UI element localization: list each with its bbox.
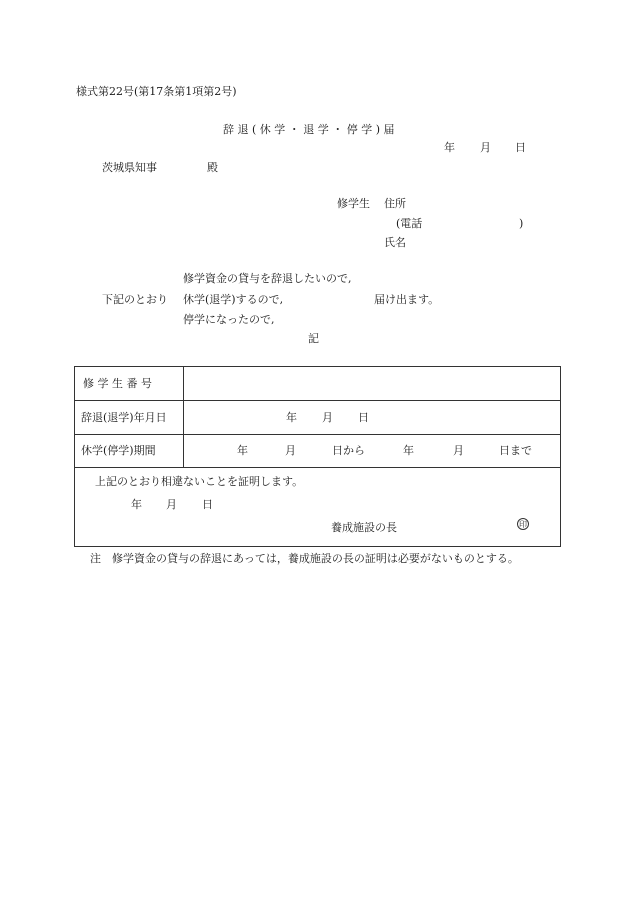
statement-option-decline: 修学資金の貸与を辞退したいので, xyxy=(183,272,352,285)
row-divider xyxy=(75,467,560,468)
certification-day: 日 xyxy=(202,498,213,511)
column-divider xyxy=(183,367,184,467)
leave-start-month: 月 xyxy=(285,444,296,457)
leave-end-month: 月 xyxy=(453,444,464,457)
date-month: 月 xyxy=(480,141,491,154)
statement-option-suspension: 停学になったので, xyxy=(183,313,275,326)
withdrawal-day: 日 xyxy=(358,411,369,424)
withdrawal-month: 月 xyxy=(322,411,333,424)
seal-mark: 印 xyxy=(519,520,527,529)
details-table xyxy=(74,366,561,547)
row-divider xyxy=(75,400,560,401)
certification-text: 上記のとおり相違ないことを証明します。 xyxy=(95,475,304,488)
address-label: 住所 xyxy=(384,197,406,210)
student-number-field[interactable] xyxy=(187,372,557,396)
leave-end-year: 年 xyxy=(403,444,414,457)
student-number-label: 修 学 生 番 号 xyxy=(83,377,152,390)
addressee-name: 茨城県知事 xyxy=(102,161,157,174)
name-label: 氏名 xyxy=(384,236,406,249)
leave-period-label: 休学(停学)期間 xyxy=(81,444,156,457)
addressee-honorific: 殿 xyxy=(207,161,218,174)
leave-end-day-until: 日まで xyxy=(499,444,532,457)
statement-suffix: 届け出ます。 xyxy=(374,293,440,306)
date-year: 年 xyxy=(444,141,455,154)
footnote: 注 修学資金の貸与の辞退にあっては，養成施設の長の証明は必要がないものとする。 xyxy=(90,552,519,565)
applicant-label: 修学生 xyxy=(337,197,370,210)
statement-option-leave: 休学(退学)するので, xyxy=(183,293,284,306)
statement-prefix: 下記のとおり xyxy=(102,293,168,306)
facility-head-label: 養成施設の長 xyxy=(331,521,397,534)
certification-month: 月 xyxy=(166,498,177,511)
phone-close: ) xyxy=(519,217,524,230)
row-divider xyxy=(75,434,560,435)
certification-year: 年 xyxy=(131,498,142,511)
leave-start-day-from: 日から xyxy=(332,444,365,457)
phone-open: (電話 xyxy=(396,217,423,230)
leave-start-year: 年 xyxy=(237,444,248,457)
date-day: 日 xyxy=(515,141,526,154)
ki-label: 記 xyxy=(308,332,319,345)
form-number: 様式第22号(第17条第1項第2号) xyxy=(76,85,237,98)
withdrawal-year: 年 xyxy=(286,411,297,424)
form-title: 辞 退 ( 休 学 ・ 退 学 ・ 停 学 ) 届 xyxy=(223,123,395,136)
withdrawal-date-label: 辞退(退学)年月日 xyxy=(81,411,167,424)
